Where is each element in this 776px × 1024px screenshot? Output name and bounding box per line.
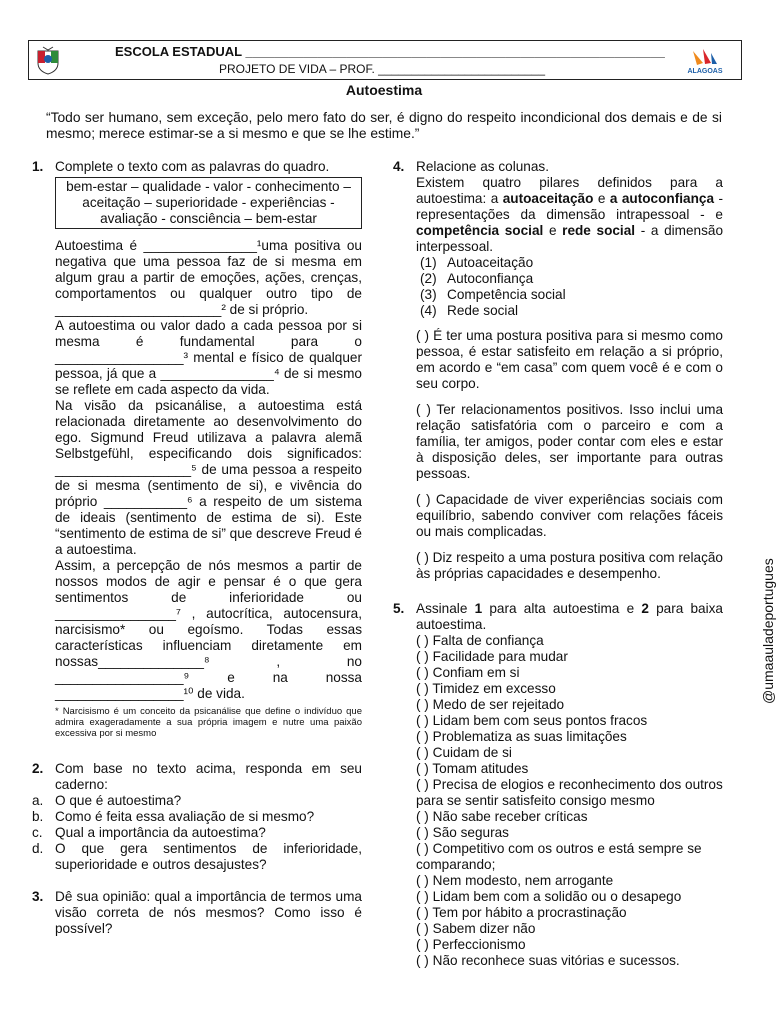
question-number: 5. — [393, 601, 405, 616]
list-item: b. Como é feita essa avaliação de si mesmo? — [32, 809, 315, 824]
association-item[interactable]: ( ) Ter relacionamentos positivos. Isso inclui uma relação satisfatória com o parceiro e com a família, ter amigos, poder contar com eles e estar à disposição deles, ser importante para outras pessoas. — [416, 402, 724, 481]
answer-blank[interactable]: ( ) — [416, 761, 429, 776]
question-4 — [393, 159, 723, 175]
checklist-item[interactable] — [416, 921, 723, 937]
list-item: d. O que gera sentimentos de inferioridade, superioridade e outros desajustes? — [32, 841, 362, 872]
logo-text: ALAGOAS — [687, 68, 723, 75]
checklist-label: Medo de ser rejeitado — [432, 697, 565, 712]
fill-in-paragraph: Assim, a percepção de nós mesmos a partir de nossos modos de agir e pensar é o que gera sentimentos de inferioridade ou ________________⁷ , autocrítica, autocensura, narcisismo* ou egoísmo. Todas essas características influenciam diretamente em nossas______________⁸ , no _________________⁹ e na nossa _________________¹⁰ de vida. — [55, 558, 362, 701]
list-item: c. Qual a importância da autoestima? — [32, 825, 266, 840]
checklist-item[interactable] — [416, 825, 723, 841]
checklist-item[interactable] — [416, 745, 723, 761]
question-1 — [32, 159, 362, 175]
checklist-item[interactable] — [416, 889, 723, 905]
checklist-label: Perfeccionismo — [432, 937, 526, 952]
checklist-item[interactable] — [416, 665, 723, 681]
answer-blank[interactable]: ( ) — [416, 841, 429, 856]
checklist-label: Precisa de elogios e reconhecimento dos outros para se sentir satisfeito consigo mesmo — [416, 777, 723, 808]
checklist-label: Sabem dizer não — [432, 921, 536, 936]
fill-in-paragraph: Na visão da psicanálise, a autoestima está relacionada diretamente ao desenvolvimento do ego. Sigmund Freud utilizava a palavra alemã Selbstgefühl, especificando dois significados: __________________⁵ de uma pessoa a respeito de si mesma (sentimento de si), e vivência do próprio ___________⁶ a respeito de um sistema de ideais (sentimento de estima de si). Este “sentimento de estima de si” que descreve Freud é a autoestima. — [55, 398, 362, 557]
left-column — [32, 159, 362, 937]
header-box — [28, 40, 742, 80]
checklist-label: Falta de confiança — [432, 633, 544, 648]
association-item[interactable]: ( ) Capacidade de viver experiências sociais com equilíbrio, sabendo conviver com relações fáceis ou mais complicadas. — [416, 492, 723, 539]
association-item[interactable]: ( ) É ter uma postura positiva para si mesmo como pessoa, é estar satisfeito em relação a si próprio, em acordo e “em casa” com quem você é e com o seu corpo. — [416, 328, 723, 391]
answer-blank[interactable]: ( ) — [416, 729, 429, 744]
checklist-label: Facilidade para mudar — [432, 649, 568, 664]
question-number: 1. — [32, 159, 44, 174]
answer-blank[interactable]: ( ) — [416, 681, 429, 696]
word-bank-box: bem-estar – qualidade - valor - conhecimento – aceitação – superioridade - experiências - avaliação - consciência – bem-estar — [55, 177, 362, 229]
answer-blank[interactable]: ( ) — [416, 809, 429, 824]
answer-blank[interactable]: ( ) — [416, 905, 429, 920]
watermark-handle: @umaauladeportugues — [760, 558, 776, 704]
answer-blank[interactable]: ( ) — [416, 665, 429, 680]
checklist-label: Tomam atitudes — [432, 761, 529, 776]
question-2 — [32, 761, 362, 793]
list-item: a. O que é autoestima? — [32, 793, 182, 808]
right-column — [393, 159, 723, 969]
answer-blank[interactable]: ( ) — [416, 873, 429, 888]
alagoas-logo-icon — [683, 47, 727, 75]
checklist-label: Não sabe receber críticas — [432, 809, 588, 824]
checklist-item[interactable] — [416, 681, 723, 697]
question-prompt: Complete o texto com as palavras do quadro. — [55, 159, 330, 174]
answer-blank[interactable]: ( ) — [416, 713, 429, 728]
checklist-label: Competitivo com os outros e está sempre se comparando; — [416, 841, 702, 872]
fill-in-paragraph: A autoestima ou valor dado a cada pessoa por si mesma é fundamental para o _________________³ mental e físico de qualquer pessoa, já que a _______________⁴ de si mesmo se reflete em cada aspecto da vida. — [55, 318, 362, 397]
question-number: 2. — [32, 761, 44, 776]
checklist-label: Timidez em excesso — [432, 681, 556, 696]
checklist-item[interactable] — [416, 761, 723, 777]
question-number: 3. — [32, 889, 44, 904]
checklist-label: Confiam em si — [432, 665, 520, 680]
checklist-item[interactable] — [416, 953, 723, 969]
checklist-item[interactable] — [416, 937, 723, 953]
pillar-options — [416, 255, 723, 319]
question-prompt: Assinale 1 para alta autoestima e 2 para baixa autoestima. — [416, 601, 723, 632]
checklist-label: Problematiza as suas limitações — [432, 729, 627, 744]
checklist-label: Cuidam de si — [432, 745, 512, 760]
question-prompt: Dê sua opinião: qual a importância de termos uma visão correta de nós mesmos? Como isso é possível? — [55, 889, 362, 936]
checklist-item[interactable] — [416, 633, 723, 649]
checklist-item[interactable] — [416, 649, 723, 665]
project-line: PROJETO DE VIDA – PROF. _________________________ — [219, 62, 545, 76]
checklist-label: São seguras — [432, 825, 509, 840]
checklist-item[interactable] — [416, 697, 723, 713]
answer-blank[interactable]: ( ) — [416, 649, 429, 664]
answer-blank[interactable]: ( ) — [416, 825, 429, 840]
association-item[interactable]: ( ) Diz respeito a uma postura positiva com relação às próprias capacidades e desempenho. — [416, 550, 723, 581]
checklist-item[interactable] — [416, 873, 723, 889]
checklist-label: Lidam bem com a solidão ou o desapego — [432, 889, 682, 904]
list-item: (3) Competência social — [420, 287, 566, 302]
checklist-item[interactable] — [416, 729, 723, 745]
answer-blank[interactable]: ( ) — [416, 745, 429, 760]
checklist-label: Nem modesto, nem arrogante — [432, 873, 614, 888]
state-crest-icon — [35, 45, 61, 75]
answer-blank[interactable]: ( ) — [416, 937, 429, 952]
fill-in-paragraph: Autoestima é _______________¹uma positiva ou negativa que uma pessoa faz de si mesma em algum grau a partir de emoções, ações, crenças, comportamentos ou qualquer outro tipo de ______________________² de si próprio. — [55, 238, 362, 317]
pillars-intro: Existem quatro pilares definidos para a autoestima: a autoaceitação e a autoconfiança - representações da dimensão intrapessoal - e competência social e rede social - a dimensão interpessoal. — [416, 175, 724, 254]
list-item: (1) Autoaceitação — [420, 255, 534, 270]
self-esteem-checklist — [416, 633, 723, 969]
checklist-item[interactable] — [416, 809, 723, 825]
list-item: (2) Autoconfiança — [420, 271, 534, 286]
question-3 — [32, 889, 362, 937]
school-line: ESCOLA ESTADUAL __________________________________________________________ — [115, 44, 665, 59]
list-item: (4) Rede social — [420, 303, 519, 318]
answer-blank[interactable]: ( ) — [416, 777, 429, 792]
checklist-item[interactable] — [416, 713, 723, 729]
answer-blank[interactable]: ( ) — [416, 889, 429, 904]
answer-blank[interactable]: ( ) — [416, 697, 429, 712]
question-number: 4. — [393, 159, 405, 174]
epigraph-quote: “Todo ser humano, sem exceção, pelo mero fato do ser, é digno do respeito incondicional dos demais e de si mesmo; merece estimar-se a si mesmo e que se lhe estime.” — [46, 110, 722, 141]
question-5 — [393, 601, 723, 633]
answer-blank[interactable]: ( ) — [416, 921, 429, 936]
checklist-item[interactable] — [416, 905, 723, 921]
question-prompt: Relacione as colunas. — [416, 159, 549, 174]
checklist-label: Tem por hábito a procrastinação — [432, 905, 627, 920]
answer-blank[interactable]: ( ) — [416, 633, 429, 648]
checklist-label: Lidam bem com seus pontos fracos — [432, 713, 648, 728]
checklist-label: Não reconhece suas vitórias e sucessos. — [432, 953, 680, 968]
answer-blank[interactable]: ( ) — [416, 953, 429, 968]
checklist-item[interactable] — [416, 841, 723, 873]
page-title: Autoestima — [345, 82, 423, 98]
question-prompt: Com base no texto acima, responda em seu caderno: — [55, 761, 362, 792]
footnote: * Narcisismo é um conceito da psicanálise que define o indivíduo que admira exageradamente a sua própria imagem e nutre uma paixão excessiva por si mesmo — [55, 706, 362, 739]
checklist-item[interactable] — [416, 777, 723, 809]
